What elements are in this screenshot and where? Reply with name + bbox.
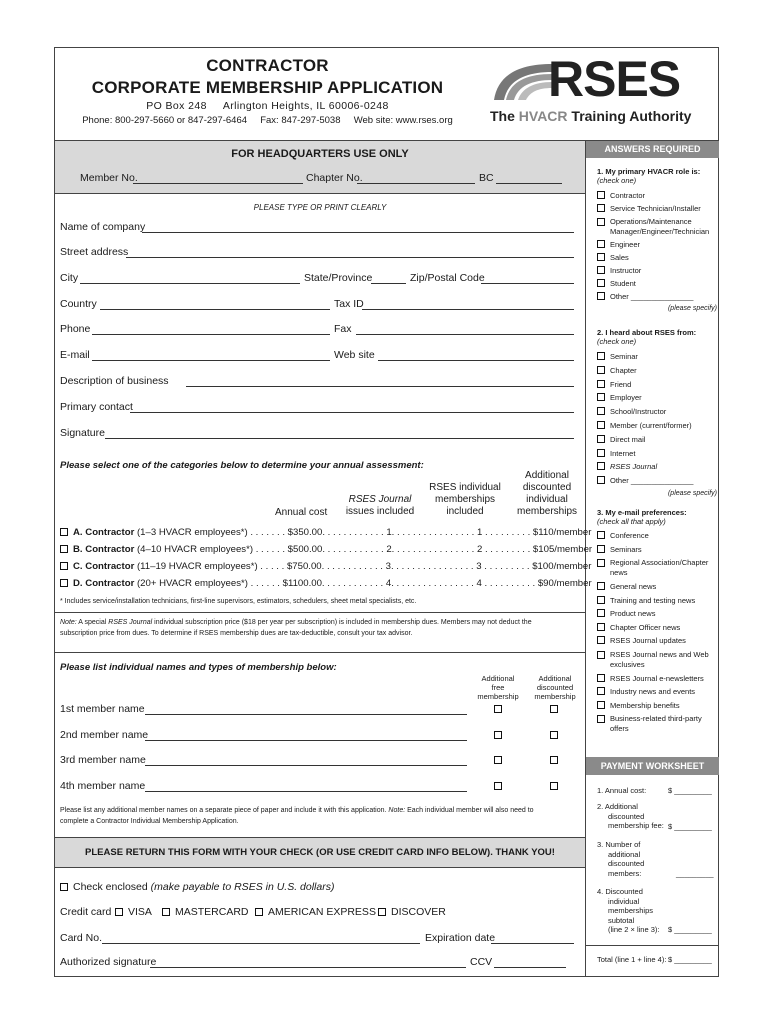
sidebar-q1: 1. My primary HVACR role is: (check one) [597,167,701,185]
sidebar-q1-list [597,191,717,317]
col-discounted-header: Additional discounted membership [534,674,576,701]
checkbox[interactable] [597,623,605,631]
worksheet-total-divider [586,945,719,946]
discover-option[interactable]: DISCOVER [378,906,446,918]
checkbox[interactable] [597,266,605,274]
description-field[interactable] [186,386,574,387]
card-no-field[interactable] [102,943,420,944]
authorized-signature-field[interactable] [150,967,466,968]
worksheet-total-field[interactable]: $ _________ [668,955,712,964]
fax-label: Fax [334,323,352,335]
checkbox[interactable] [60,528,68,536]
state-label: State/Province [304,272,373,284]
categories-footnote: * Includes service/installation technicians, first-line supervisors, estimators, schedulers, sheet metal specialists, etc. [60,598,417,605]
sidebar-q1-item[interactable]: Student [597,279,717,292]
sidebar-q3-item[interactable]: Industry news and events [597,687,717,701]
title-line-1: CONTRACTOR [206,56,329,75]
sidebar-q3-item[interactable]: General news [597,582,717,596]
header-contact: Phone: 800-297-5660 or 847-297-6464 Fax: 847-297-5038 Web site: www.rses.org [82,115,453,126]
city-label: City [60,272,79,284]
checkbox[interactable] [597,449,605,457]
checkbox[interactable] [115,908,123,916]
signature-label: Signature [60,427,105,439]
amex-option[interactable]: AMERICAN EXPRESS [255,906,376,918]
description-label: Description of business [60,375,169,387]
sidebar-q2-item[interactable]: Seminar [597,352,717,366]
worksheet-annual-cost-field[interactable]: $ _________ [668,786,712,795]
signature-field[interactable] [105,438,574,439]
taxid-label: Tax ID [334,298,364,310]
category-option-a[interactable]: A. Contractor (1–3 HVACR employees*) . . . . . . . $350.00. . . . . . . . . . . . 1. . . . . . . . . . . . . . . . 1 . . . . . . . . . $110/member [60,527,591,538]
email-field[interactable] [92,360,330,361]
ccv-label: CCV [470,956,493,968]
column-divider [585,140,586,977]
free-membership-checkbox-3[interactable] [494,756,502,764]
phone-label: Phone [60,323,91,335]
sidebar-q1-item[interactable]: Service Technician/Installer [597,204,717,217]
checkbox[interactable] [60,545,68,553]
sidebar-q3-item[interactable]: Seminars [597,545,717,559]
sidebar-q1-item[interactable]: Engineer [597,240,717,253]
phone-field[interactable] [92,334,330,335]
logo-wordmark: RSES [548,51,681,107]
checkbox[interactable] [597,253,605,261]
sidebar-q3-item[interactable]: RSES Journal updates [597,636,717,650]
country-field[interactable] [100,309,330,310]
sidebar-q1-specify: (please specify) [667,305,717,312]
sidebar-q2-item[interactable]: School/Instructor [597,407,717,421]
member-no-label: Member No. [80,172,138,184]
sidebar-q2-specify: (please specify) [667,489,717,497]
members-note-line1: Please list any additional member names on a separate piece of paper and include it with this application. Note: Each individual member will also need to [60,807,534,814]
company-label: Name of company [60,221,146,233]
worksheet-line2-label: 2. Additional discounted membership fee: [597,802,664,830]
member-name-field-3[interactable] [145,765,467,766]
checkbox[interactable] [597,636,605,644]
checkbox[interactable] [597,435,605,443]
ccv-field[interactable] [494,967,566,968]
checkbox[interactable] [597,545,605,553]
checkbox[interactable] [597,366,605,374]
categories-note-line2: subscription price from dues. To determine if RSES membership dues are tax-deductible, consult your tax advisor. [60,630,413,637]
members-prompt: Please list individual names and types of membership below: [60,662,337,673]
street-label: Street address [60,246,129,258]
visa-option[interactable]: VISA [115,906,152,918]
col-memberships-header: RSES individual memberships included [429,482,501,517]
worksheet-line4-field[interactable]: $ _________ [668,925,712,934]
email-label: E-mail [60,349,90,361]
sidebar-q3-item[interactable]: Training and testing news [597,596,717,610]
header-address: PO Box 248 Arlington Heights, IL 60006-0248 [146,100,389,112]
member-name-field-4[interactable] [145,791,467,792]
category-option-d[interactable]: D. Contractor (20+ HVACR employees*) . . . . . . $1100.00. . . . . . . . . . . . 4. . . . . . . . . . . . . . . . 4 . . . . . . . . . . $90/member [60,578,592,589]
expiration-field[interactable] [491,943,574,944]
checkbox[interactable] [597,462,605,470]
checkbox[interactable] [597,352,605,360]
chapter-no-label: Chapter No. [306,172,363,184]
checkbox[interactable] [597,701,605,709]
checkbox[interactable] [60,883,68,891]
checkbox[interactable] [597,279,605,287]
checkbox[interactable] [597,218,605,226]
checkbox[interactable] [597,407,605,415]
members-divider [55,652,585,653]
state-field[interactable] [371,283,406,284]
sidebar-q2-item[interactable]: Internet [597,449,717,463]
card-no-label: Card No. [60,932,103,944]
taxid-field[interactable] [362,309,574,310]
checkbox[interactable] [597,421,605,429]
col-free-header: Additional free membership [477,674,519,701]
sidebar-q2-item[interactable]: Direct mail [597,435,717,449]
checkbox[interactable] [60,562,68,570]
free-membership-checkbox-2[interactable] [494,731,502,739]
sidebar-q1-item[interactable]: Contractor [597,191,717,204]
sidebar-q3-item[interactable]: RSES Journal news and Web exclusives [597,650,717,674]
checkbox[interactable] [597,204,605,212]
checkbox[interactable] [60,579,68,587]
checkbox[interactable] [597,380,605,388]
discounted-membership-checkbox-1[interactable] [550,705,558,713]
checkbox[interactable] [597,531,605,539]
categories-note-line1: Note: A special RSES Journal individual subscription price ($18 per year per subscription) is included in membership dues. Members may not deduct the [60,619,532,626]
answers-required-title: ANSWERS REQUIRED [604,144,701,154]
primary-contact-field[interactable] [130,412,574,413]
expiration-label: Expiration date [425,932,496,944]
worksheet-line4-label: 4. Discounted individual memberships subtotal (line 2 × line 3): [597,887,660,934]
checkbox[interactable] [597,582,605,590]
checkbox[interactable] [378,908,386,916]
free-membership-checkbox-1[interactable] [494,705,502,713]
sidebar-q3-item[interactable]: Regional Association/Chapter news [597,558,717,582]
sidebar-q3-item[interactable]: Product news [597,609,717,623]
zip-field[interactable] [481,283,574,284]
sidebar-q1-item[interactable]: Sales [597,253,717,266]
checkbox[interactable] [597,240,605,248]
checkbox[interactable] [597,476,605,484]
members-note-line2: complete a Contractor Individual Membership Application. [60,818,239,825]
authorized-signature-label: Authorized signature [60,956,157,968]
sidebar-q3-list [597,531,717,738]
sidebar-q2-item[interactable]: Friend [597,380,717,394]
fax-field[interactable] [356,334,574,335]
company-field[interactable] [142,232,574,233]
sidebar-q1-item[interactable]: Operations/Maintenance Manager/Engineer/Technician [597,217,717,240]
checkbox[interactable] [597,596,605,604]
col-additional-header: Additional discounted individual memberships [516,470,578,517]
sidebar-q3-item[interactable]: Membership benefits [597,701,717,715]
city-field[interactable] [80,283,300,284]
sidebar-q2-item[interactable]: Other _______________ [597,476,717,490]
sidebar-q3-item[interactable]: Business-related third-party offers [597,714,717,738]
website-field[interactable] [378,360,574,361]
hq-title: FOR HEADQUARTERS USE ONLY [231,148,409,160]
checkbox[interactable] [597,292,605,300]
street-field[interactable] [126,257,574,258]
sidebar-q1-item[interactable]: Instructor [597,266,717,279]
primary-contact-label: Primary contact [60,401,133,413]
checkbox[interactable] [597,609,605,617]
sidebar-q3-item[interactable]: Chapter Officer news [597,623,717,637]
member-no-field[interactable] [133,183,303,184]
categories-prompt: Please select one of the categories below to determine your annual assessment: [60,460,424,471]
discounted-membership-checkbox-4[interactable] [550,782,558,790]
mastercard-option[interactable]: MASTERCARD [162,906,249,918]
sidebar-q3-item[interactable]: RSES Journal e-newsletters [597,674,717,688]
discounted-membership-checkbox-2[interactable] [550,731,558,739]
categories-note-divider [55,612,585,613]
checkbox[interactable] [597,191,605,199]
sidebar-q2-item[interactable]: Employer [597,393,717,407]
sidebar-q2: 2. I heard about RSES from: (check one) [597,328,697,346]
member-name-label-3: 3rd member name [60,754,146,766]
discounted-membership-checkbox-3[interactable] [550,756,558,764]
rses-logo [490,51,712,130]
checkbox[interactable] [255,908,263,916]
member-name-field-2[interactable] [145,740,467,741]
member-name-field-1[interactable] [145,714,467,715]
member-name-label-2: 2nd member name [60,729,149,741]
checkbox[interactable] [597,651,605,659]
worksheet-line3-field[interactable]: _________ [676,869,714,878]
worksheet-line3-label: 3. Number of additional discounted members: [597,840,645,878]
checkbox[interactable] [597,715,605,723]
sidebar-q2-item[interactable]: Member (current/former) [597,421,717,435]
print-instruction: PLEASE TYPE OR PRINT CLEARLY [253,203,387,212]
category-option-b[interactable]: B. Contractor (4–10 HVACR employees*) . . . . . . $500.00. . . . . . . . . . . . 2. . . . . . . . . . . . . . . . 2 . . . . . . . . . $105/member [60,544,592,555]
worksheet-line2-field[interactable]: $ _________ [668,822,712,831]
chapter-no-field[interactable] [357,183,475,184]
sidebar-q3-item[interactable]: Conference [597,531,717,545]
checkbox[interactable] [597,393,605,401]
col-journal-header: RSES Journal issues included [345,494,415,517]
free-membership-checkbox-4[interactable] [494,782,502,790]
return-banner-text: PLEASE RETURN THIS FORM WITH YOUR CHECK (OR USE CREDIT CARD INFO BELOW). THANK YOU! [85,847,555,858]
category-option-c[interactable]: C. Contractor (11–19 HVACR employees*) . . . . . $750.00. . . . . . . . . . . . 3. . . . . . . . . . . . . . . . 3 . . . . . . . . . $100/member [60,561,591,572]
bc-field[interactable] [496,183,562,184]
bc-label: BC [479,172,494,184]
checkbox[interactable] [597,687,605,695]
logo-tagline: The HVACR Training Authority [490,108,692,124]
sidebar-q1-item[interactable]: Other _______________ [597,292,717,305]
checkbox[interactable] [162,908,170,916]
col-annual-cost: Annual cost [275,507,328,518]
zip-label: Zip/Postal Code [410,272,485,284]
member-name-label-4: 4th member name [60,780,146,792]
checkbox[interactable] [597,674,605,682]
website-label: Web site [334,349,375,361]
country-label: Country [60,298,97,310]
sidebar-q2-item[interactable]: RSES Journal [597,462,717,476]
credit-card-label: Credit card [60,906,112,918]
checkbox[interactable] [597,559,605,567]
sidebar-q3: 3. My e-mail preferences: (check all that apply) [597,508,687,526]
sidebar-q2-item[interactable]: Chapter [597,366,717,380]
worksheet-total-label: Total (line 1 + line 4): [597,955,667,964]
sidebar-q2-list [597,352,717,502]
title-line-2: CORPORATE MEMBERSHIP APPLICATION [91,78,444,97]
check-enclosed-option[interactable]: Check enclosed (make payable to RSES in U.S. dollars) [60,881,334,893]
payment-worksheet-title: PAYMENT WORKSHEET [600,761,705,771]
hq-divider [55,193,585,194]
member-name-label-1: 1st member name [60,703,145,715]
worksheet-annual-cost-label: 1. Annual cost: [597,786,647,795]
